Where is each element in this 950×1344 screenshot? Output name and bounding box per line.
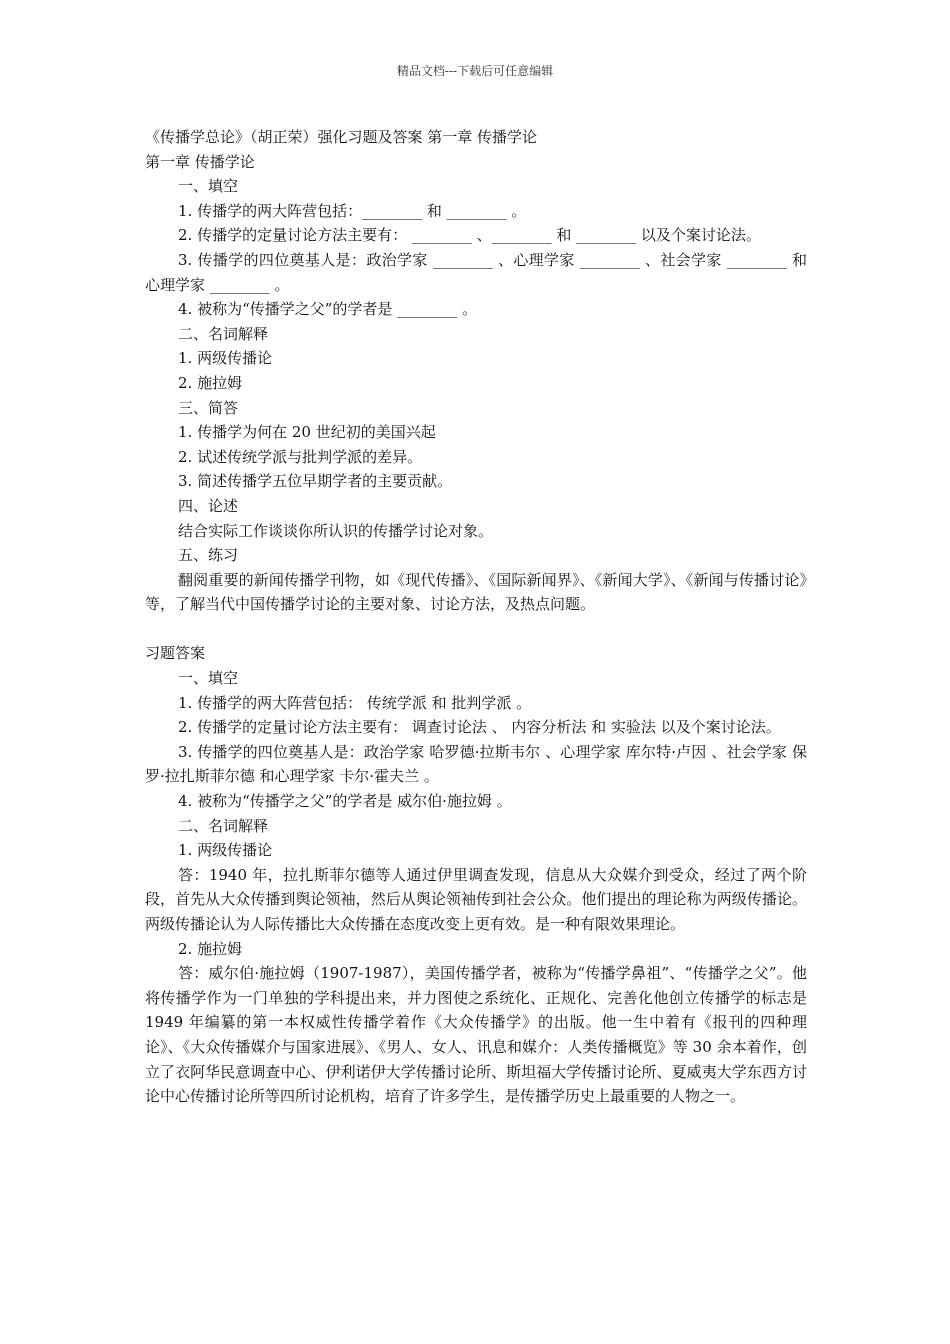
question-item: 结合实际工作谈谈你所认识的传播学讨论对象。 xyxy=(178,521,494,540)
question-item: 3. 传播学的四位奠基人是：政治学家 ________ 、心理学家 ________ 、社会学家 ________ 和心理学家 ________ 。 xyxy=(145,250,807,294)
answer-paragraph: 答：威尔伯·施拉姆（1907-1987），美国传播学者，被称为“传播学鼻祖”、“传播学之父”。他将传播学作为一门单独的学科提出来，并力图使之系统化、正规化、完善化他创立传播学的标志是 1949 年编纂的第一本权威性传播学着作《大众传播学》的出版。他一生中着有《报刊的四种理论》、《大众传播媒介与国家进展》、《男人、女人、讯息和媒介：人类传播概览》等 30 余本着作，创立了衣阿华民意调查中心、伊利诺伊大学传播讨论所、斯坦福大学传播讨论所、夏威夷大学东西方讨论中心传播讨论所等四所讨论机构，培育了许多学生，是传播学历史上最重要的人物之一。 xyxy=(145,964,807,1106)
question-item: 1. 传播学为何在 20 世纪初的美国兴起 xyxy=(178,423,436,442)
question-item: 1. 传播学的两大阵营包括：________ 和 ________ 。 xyxy=(178,201,527,220)
answer-item: 2. 传播学的定量讨论方法主要有： 调查讨论法 、 内容分析法 和 实验法 以及个案讨论法。 xyxy=(178,718,781,737)
section-heading: 四、论述 xyxy=(178,496,239,515)
term-heading: 1. 两级传播论 xyxy=(178,841,273,860)
section-heading: 三、简答 xyxy=(178,398,239,417)
question-item: 3. 简述传播学五位早期学者的主要贡献。 xyxy=(178,472,453,491)
section-heading: 二、名词解释 xyxy=(178,324,269,343)
document-body xyxy=(145,125,807,1109)
section-heading: 一、填空 xyxy=(178,669,239,688)
question-item: 翻阅重要的新闻传播学刊物，如《现代传播》、《国际新闻界》、《新闻大学》、《新闻与传播讨论》等，了解当代中国传播学讨论的主要对象、讨论方法，及热点问题。 xyxy=(145,570,807,614)
chapter-heading: 第一章 传播学论 xyxy=(145,152,255,171)
section-heading: 一、填空 xyxy=(178,177,239,196)
question-item: 2. 施拉姆 xyxy=(178,373,243,392)
term-heading: 2. 施拉姆 xyxy=(178,939,243,958)
page-header: 精品文档---下载后可任意编辑 xyxy=(396,64,554,78)
section-heading: 二、名词解释 xyxy=(178,816,269,835)
answer-item: 3. 传播学的四位奠基人是：政治学家 哈罗德·拉斯韦尔 、心理学家 库尔特·卢因 、社会学家 保罗·拉扎斯菲尔德 和心理学家 卡尔·霍夫兰 。 xyxy=(145,742,807,786)
question-item: 1. 两级传播论 xyxy=(178,349,273,368)
spacer xyxy=(145,617,807,642)
question-item: 2. 试述传统学派与批判学派的差异。 xyxy=(178,447,423,466)
answer-paragraph: 答：1940 年，拉扎斯菲尔德等人通过伊里调查发现，信息从大众媒介到受众，经过了两个阶段，首先从大众传播到舆论领袖，然后从舆论领袖传到社会公众。他们提出的理论称为两级传播论。两级传播论认为人际传播比大众传播在态度改变上更有效。是一种有限效果理论。 xyxy=(145,865,807,933)
document-title: 《传播学总论》（胡正荣）强化习题及答案 第一章 传播学论 xyxy=(145,128,538,146)
answers-heading: 习题答案 xyxy=(145,644,206,663)
answer-item: 4. 被称为“传播学之父”的学者是 威尔伯·施拉姆 。 xyxy=(178,792,512,811)
question-item: 2. 传播学的定量讨论方法主要有： ________ 、________ 和 ________ 以及个案讨论法。 xyxy=(178,226,761,245)
question-item: 4. 被称为“传播学之父”的学者是 ________ 。 xyxy=(178,300,477,319)
answer-item: 1. 传播学的两大阵营包括： 传统学派 和 批判学派 。 xyxy=(178,693,532,712)
section-heading: 五、练习 xyxy=(178,546,239,565)
